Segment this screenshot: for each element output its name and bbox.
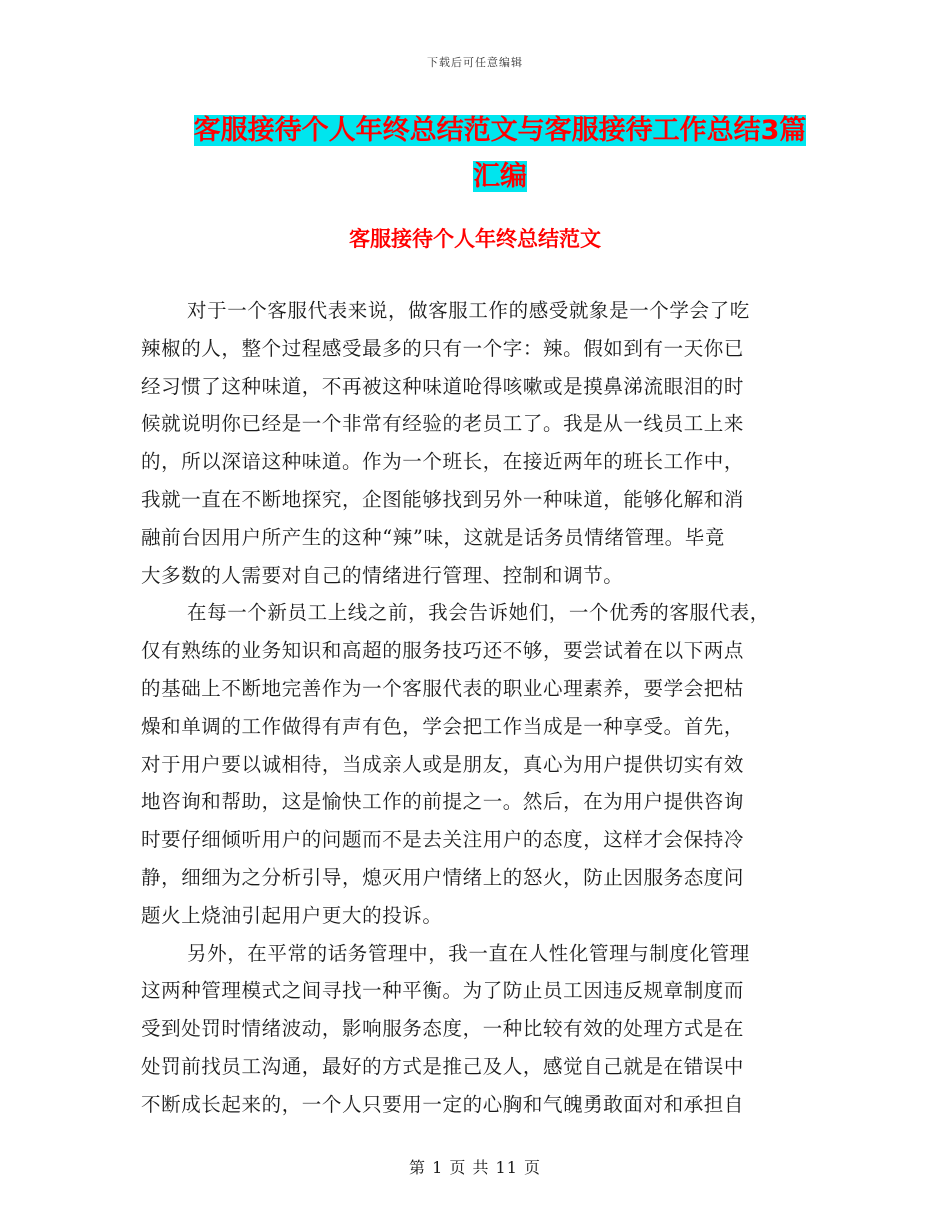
title-line-2: 汇编 (473, 161, 527, 192)
text-line: 候就说明你已经是一个非常有经验的老员工了。我是从一线员工上来 (141, 412, 745, 436)
text-line: 的基础上不断地完善作为一个客服代表的职业心理素养，要学会把枯 (141, 676, 745, 700)
header-note: 下载后可任意编辑 (427, 56, 523, 69)
text-line: 经习惯了这种味道，不再被这种味道呛得咳嗽或是摸鼻涕流眼泪的时 (141, 374, 745, 398)
text-line: 对于用户要以诚相待，当成亲人或是朋友，真心为用户提供切实有效 (141, 752, 745, 776)
text-line: 另外，在平常的话务管理中，我一直在人性化管理与制度化管理 (187, 941, 750, 965)
document-title (150, 108, 850, 200)
text-line: 地咨询和帮助，这是愉快工作的前提之一。然后，在为用户提供咨询 (141, 790, 745, 814)
paragraph-2 (141, 594, 803, 934)
text-line: 不断成长起来的，一个人只要用一定的心胸和气魄勇敢面对和承担自 (141, 1092, 745, 1116)
text-line: 处罚前找员工沟通，最好的方式是推己及人，感觉自己就是在错误中 (141, 1054, 745, 1078)
page-number: 第 1 页 共 11 页 (409, 1158, 541, 1177)
text-line: 静，细细为之分析引导，熄灭用户情绪上的怒火，防止因服务态度问 (141, 865, 745, 889)
paragraph-1 (141, 292, 803, 594)
text-line: 大多数的人需要对自己的情绪进行管理、控制和调节。 (141, 563, 624, 587)
text-line: 对于一个客服代表来说，做客服工作的感受就象是一个学会了吃 (187, 299, 750, 322)
text-line: 辣椒的人，整个过程感受最多的只有一个字：辣。假如到有一天你已 (141, 336, 745, 360)
section-title: 客服接待个人年终总结范文 (349, 227, 601, 251)
paragraph-3 (141, 935, 803, 1124)
text-line: 燥和单调的工作做得有声有色，学会把工作当成是一种享受。首先， (141, 714, 745, 738)
text-line: 仅有熟练的业务知识和高超的服务技巧还不够，要尝试着在以下两点 (141, 639, 745, 663)
text-line: 受到处罚时情绪波动，影响服务态度，一种比较有效的处理方式是在 (141, 1017, 745, 1041)
body-text (141, 292, 803, 1124)
text-line: 融前台因用户所产生的这种“辣”味，这就是话务员情绪管理。毕竟 (141, 525, 725, 549)
text-line: 我就一直在不断地探究，企图能够找到另外一种味道，能够化解和消 (141, 487, 745, 511)
text-line: 这两种管理模式之间寻找一种平衡。为了防止员工因违反规章制度而 (141, 979, 745, 1003)
text-line: 的，所以深谙这种味道。作为一个班长，在接近两年的班长工作中， (141, 450, 745, 474)
text-line: 题火上烧油引起用户更大的投诉。 (141, 903, 443, 927)
text-line: 时要仔细倾听用户的问题而不是去关注用户的态度，这样才会保持冷 (141, 828, 745, 852)
text-line: 在每一个新员工上线之前，我会告诉她们，一个优秀的客服代表， (187, 601, 770, 625)
title-line-1: 客服接待个人年终总结范文与客服接待工作总结3篇 (193, 115, 807, 146)
